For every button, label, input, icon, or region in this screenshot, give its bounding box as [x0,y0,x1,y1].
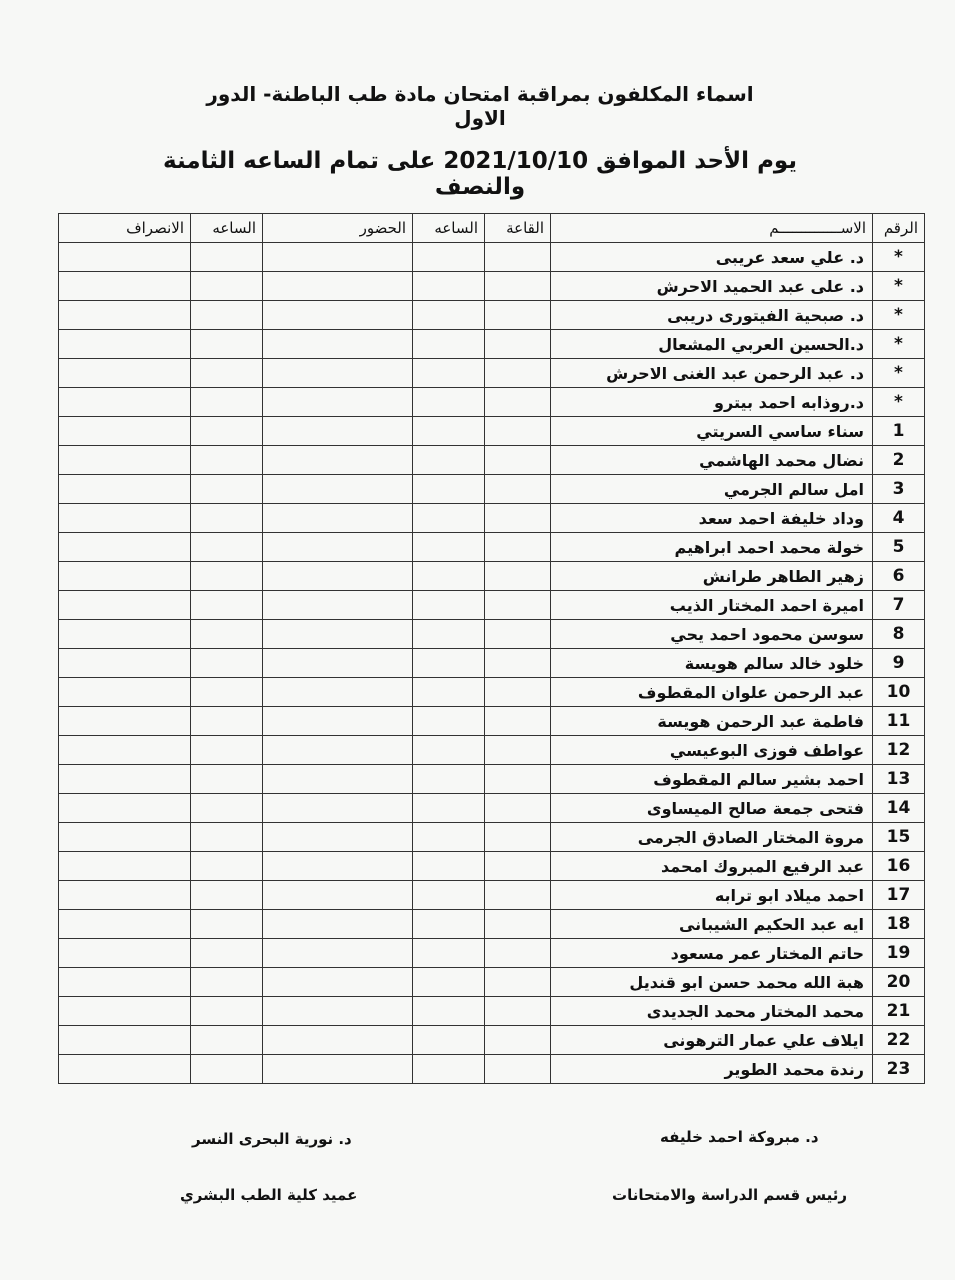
table-row [59,997,925,1026]
attendance-cell [263,446,413,475]
hall-cell [485,678,551,707]
attendance-cell [263,1055,413,1084]
hall-cell [485,272,551,301]
time-in-cell [413,649,485,678]
row-number: 16 [873,852,925,881]
row-name: ايه عبد الحكيم الشيبانى [551,910,873,939]
time-out-cell [191,417,263,446]
row-name: فتحى جمعة صالح الميساوى [551,794,873,823]
table-row [59,417,925,446]
row-number: * [873,272,925,301]
departure-cell [59,968,191,997]
row-number: 14 [873,794,925,823]
row-name: عواطف فوزى البوعيسي [551,736,873,765]
attendance-cell [263,910,413,939]
hall-cell [485,1055,551,1084]
hall-cell [485,359,551,388]
row-name: عبد الرحمن علوان المقطوف [551,678,873,707]
table-row [59,533,925,562]
departure-cell [59,388,191,417]
time-out-cell [191,910,263,939]
attendance-cell [263,649,413,678]
hall-cell [485,765,551,794]
departure-cell [59,910,191,939]
table-row [59,852,925,881]
departure-cell [59,765,191,794]
time-in-cell [413,475,485,504]
time-out-cell [191,678,263,707]
time-out-cell [191,301,263,330]
proctor-table [58,213,925,1084]
time-out-cell [191,939,263,968]
hall-cell [485,330,551,359]
time-in-cell [413,417,485,446]
table-row [59,1026,925,1055]
time-out-cell [191,388,263,417]
hall-cell [485,417,551,446]
table-body [59,243,925,1084]
row-number: * [873,301,925,330]
hall-cell [485,1026,551,1055]
signature-title-left: عميد كلية الطب البشري [180,1186,358,1204]
row-name: د. على عبد الحميد الاحرش [551,272,873,301]
time-in-cell [413,794,485,823]
hall-cell [485,475,551,504]
col-attendance: الحضور [263,214,413,243]
time-out-cell [191,707,263,736]
time-out-cell [191,504,263,533]
hall-cell [485,562,551,591]
time-out-cell [191,823,263,852]
departure-cell [59,823,191,852]
row-number: 5 [873,533,925,562]
row-number: 22 [873,1026,925,1055]
attendance-cell [263,562,413,591]
table-row [59,1055,925,1084]
time-in-cell [413,1026,485,1055]
departure-cell [59,243,191,272]
hall-cell [485,243,551,272]
hall-cell [485,794,551,823]
departure-cell [59,620,191,649]
table-row [59,939,925,968]
row-number: 8 [873,620,925,649]
time-out-cell [191,881,263,910]
table-row [59,301,925,330]
time-out-cell [191,765,263,794]
departure-cell [59,359,191,388]
attendance-cell [263,794,413,823]
col-time-out: الساعه [191,214,263,243]
time-in-cell [413,301,485,330]
table-row [59,272,925,301]
table-row [59,591,925,620]
hall-cell [485,997,551,1026]
row-name: اميرة احمد المختار الذيب [551,591,873,620]
attendance-cell [263,272,413,301]
time-in-cell [413,562,485,591]
table-row [59,881,925,910]
row-name: مروة المختار الصادق الجرمى [551,823,873,852]
table-row [59,330,925,359]
table-row [59,446,925,475]
attendance-cell [263,301,413,330]
time-out-cell [191,968,263,997]
time-in-cell [413,272,485,301]
row-number: 11 [873,707,925,736]
signature-name-right: د. مبروكة احمد خليفه [660,1128,819,1146]
time-in-cell [413,881,485,910]
hall-cell [485,649,551,678]
table-header-row [59,214,925,243]
time-in-cell [413,533,485,562]
col-time-in: الساعه [413,214,485,243]
time-in-cell [413,243,485,272]
attendance-cell [263,736,413,765]
row-name: فاطمة عبد الرحمن هويسة [551,707,873,736]
row-name: عبد الرفيع المبروك امحمد [551,852,873,881]
table-row [59,504,925,533]
time-in-cell [413,939,485,968]
row-name: احمد بشير سالم المقطوف [551,765,873,794]
table-row [59,794,925,823]
row-number: 21 [873,997,925,1026]
hall-cell [485,446,551,475]
row-name: ايلاف علي عمار الترهونى [551,1026,873,1055]
row-number: 15 [873,823,925,852]
attendance-cell [263,475,413,504]
departure-cell [59,301,191,330]
signature-name-left: د. نورية البحرى النسر [192,1130,352,1148]
row-number: * [873,243,925,272]
row-name: د.روذابه احمد بيترو [551,388,873,417]
time-out-cell [191,533,263,562]
col-departure: الانصراف [59,214,191,243]
attendance-cell [263,1026,413,1055]
time-out-cell [191,620,263,649]
hall-cell [485,881,551,910]
time-in-cell [413,330,485,359]
time-in-cell [413,359,485,388]
attendance-cell [263,678,413,707]
hall-cell [485,591,551,620]
hall-cell [485,504,551,533]
row-name: محمد المختار محمد الجديدى [551,997,873,1026]
table-row [59,910,925,939]
attendance-cell [263,359,413,388]
table-row [59,475,925,504]
row-name: د. علي سعد عريبى [551,243,873,272]
hall-cell [485,388,551,417]
departure-cell [59,475,191,504]
departure-cell [59,1055,191,1084]
table-row [59,620,925,649]
row-number: 6 [873,562,925,591]
row-name: زهير الطاهر طرانش [551,562,873,591]
time-in-cell [413,997,485,1026]
departure-cell [59,736,191,765]
attendance-cell [263,997,413,1026]
row-number: * [873,359,925,388]
row-number: 9 [873,649,925,678]
attendance-cell [263,504,413,533]
departure-cell [59,649,191,678]
row-name: احمد ميلاد ابو ترابه [551,881,873,910]
time-in-cell [413,678,485,707]
row-number: 23 [873,1055,925,1084]
col-number: الرقم [873,214,925,243]
time-in-cell [413,504,485,533]
departure-cell [59,417,191,446]
time-out-cell [191,475,263,504]
row-name: د.الحسين العربي المشعال [551,330,873,359]
time-out-cell [191,794,263,823]
hall-cell [485,620,551,649]
row-number: 3 [873,475,925,504]
time-out-cell [191,446,263,475]
time-in-cell [413,852,485,881]
hall-cell [485,823,551,852]
document-title: اسماء المكلفون بمراقبة امتحان مادة طب الباطنة- الدور الاول [206,82,754,130]
departure-cell [59,707,191,736]
table-row [59,736,925,765]
hall-cell [485,910,551,939]
time-out-cell [191,649,263,678]
departure-cell [59,504,191,533]
row-number: 19 [873,939,925,968]
time-in-cell [413,968,485,997]
attendance-cell [263,591,413,620]
departure-cell [59,533,191,562]
row-number: 7 [873,591,925,620]
departure-cell [59,446,191,475]
attendance-cell [263,707,413,736]
attendance-cell [263,968,413,997]
time-in-cell [413,707,485,736]
departure-cell [59,852,191,881]
row-number: * [873,330,925,359]
table-row [59,359,925,388]
time-in-cell [413,591,485,620]
departure-cell [59,881,191,910]
document-subtitle: يوم الأحد الموافق 2021/10/10 على تمام الساعه الثامنة والنصف [163,148,797,200]
table-row [59,678,925,707]
row-number: 20 [873,968,925,997]
col-hall: القاعة [485,214,551,243]
hall-cell [485,707,551,736]
hall-cell [485,301,551,330]
attendance-cell [263,620,413,649]
time-out-cell [191,852,263,881]
time-in-cell [413,823,485,852]
row-name: سناء ساسي السريتي [551,417,873,446]
departure-cell [59,272,191,301]
attendance-cell [263,330,413,359]
row-name: امل سالم الجرمي [551,475,873,504]
time-in-cell [413,910,485,939]
attendance-cell [263,939,413,968]
row-number: 18 [873,910,925,939]
departure-cell [59,997,191,1026]
row-name: د. صبحية الفيتورى دريبى [551,301,873,330]
time-in-cell [413,736,485,765]
departure-cell [59,939,191,968]
time-in-cell [413,388,485,417]
attendance-cell [263,388,413,417]
departure-cell [59,562,191,591]
attendance-cell [263,852,413,881]
time-out-cell [191,359,263,388]
row-name: رندة محمد الطوير [551,1055,873,1084]
table-row [59,562,925,591]
departure-cell [59,1026,191,1055]
time-out-cell [191,997,263,1026]
attendance-cell [263,881,413,910]
row-number: 1 [873,417,925,446]
table-row [59,823,925,852]
row-name: سوسن محمود احمد يحي [551,620,873,649]
time-out-cell [191,330,263,359]
signature-title-right: رئيس قسم الدراسة والامتحانات [612,1186,847,1204]
table-row [59,968,925,997]
time-in-cell [413,620,485,649]
attendance-cell [263,823,413,852]
time-out-cell [191,562,263,591]
row-name: وداد خليفة احمد سعد [551,504,873,533]
row-number: 12 [873,736,925,765]
attendance-cell [263,765,413,794]
departure-cell [59,678,191,707]
row-name: خولة محمد احمد ابراهيم [551,533,873,562]
departure-cell [59,591,191,620]
row-number: 13 [873,765,925,794]
table-row [59,649,925,678]
departure-cell [59,330,191,359]
hall-cell [485,968,551,997]
col-name: الاســــــــــــــم [551,214,873,243]
table-row [59,388,925,417]
row-name: خلود خالد سالم هويسة [551,649,873,678]
time-out-cell [191,243,263,272]
table-row [59,765,925,794]
hall-cell [485,939,551,968]
time-out-cell [191,1055,263,1084]
time-out-cell [191,591,263,620]
row-number: * [873,388,925,417]
row-name: د. عبد الرحمن عبد الغنى الاحرش [551,359,873,388]
table-row [59,243,925,272]
attendance-cell [263,417,413,446]
attendance-cell [263,243,413,272]
departure-cell [59,794,191,823]
hall-cell [485,736,551,765]
time-in-cell [413,446,485,475]
row-name: نضال محمد الهاشمي [551,446,873,475]
attendance-cell [263,533,413,562]
row-number: 4 [873,504,925,533]
row-number: 2 [873,446,925,475]
row-number: 17 [873,881,925,910]
table-row [59,707,925,736]
time-out-cell [191,272,263,301]
row-name: هبة الله محمد حسن ابو قنديل [551,968,873,997]
time-in-cell [413,1055,485,1084]
time-in-cell [413,765,485,794]
time-out-cell [191,736,263,765]
hall-cell [485,852,551,881]
hall-cell [485,533,551,562]
row-number: 10 [873,678,925,707]
row-name: حاتم المختار عمر مسعود [551,939,873,968]
time-out-cell [191,1026,263,1055]
